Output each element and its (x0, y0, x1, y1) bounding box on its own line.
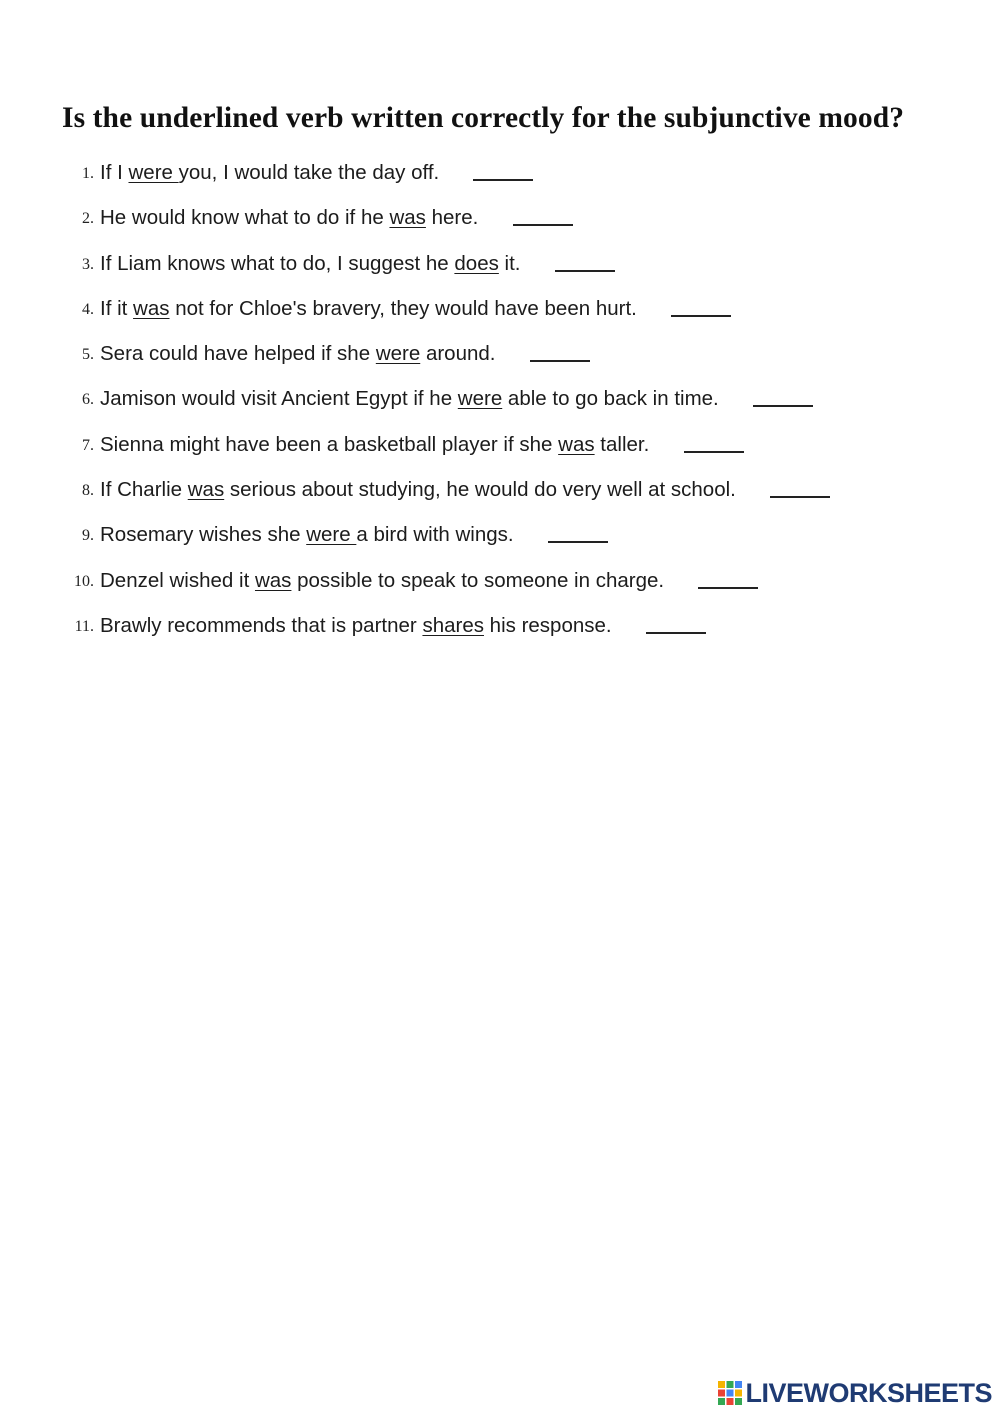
underlined-verb: was (558, 432, 595, 456)
sentence-before: Sera could have helped if she (100, 342, 376, 366)
sentence-after: able to go back in time. (502, 387, 719, 411)
underlined-verb: does (454, 251, 499, 275)
question-number: 6. (82, 391, 94, 409)
underlined-verb: was (254, 568, 292, 592)
answer-blank[interactable] (513, 206, 573, 226)
sentence-after: here. (425, 206, 479, 230)
question-number: 9. (82, 527, 94, 545)
question-item-6 (0, 381, 1000, 426)
question-text (100, 608, 706, 644)
question-number: 5. (82, 346, 94, 364)
answer-blank[interactable] (753, 387, 813, 407)
underlined-verb: were (375, 342, 421, 366)
question-text (100, 517, 608, 553)
question-item-7 (0, 427, 1000, 472)
liveworksheets-logo-icon (718, 1381, 742, 1405)
question-item-5 (0, 336, 1000, 381)
question-item-11 (0, 608, 1000, 653)
sentence-before: If Charlie (100, 478, 188, 502)
sentence-before: Jamison would visit Ancient Egypt if he (100, 387, 458, 411)
answer-blank[interactable] (548, 523, 608, 543)
question-number: 1. (82, 165, 94, 182)
answer-blank[interactable] (698, 569, 758, 589)
question-item-3 (0, 246, 1000, 291)
sentence-after: it. (498, 251, 521, 275)
question-item-2 (0, 200, 1000, 245)
sentence-before: If it (100, 296, 134, 320)
question-item-1 (0, 155, 1000, 200)
answer-blank[interactable] (646, 614, 706, 634)
sentence-before: Denzel wished it (100, 568, 255, 592)
answer-blank[interactable] (530, 342, 590, 362)
sentence-after: you, I would take the day off. (178, 161, 440, 184)
question-text (100, 563, 758, 599)
question-text (100, 472, 830, 508)
question-number: 2. (82, 210, 94, 228)
sentence-before: If I (100, 161, 129, 184)
underlined-verb: were (128, 161, 179, 184)
sentence-after: possible to speak to someone in charge. (291, 568, 665, 592)
sentence-before: If Liam knows what to do, I suggest he (100, 251, 455, 275)
question-text (100, 427, 744, 463)
answer-blank[interactable] (671, 297, 731, 317)
question-number: 3. (82, 255, 94, 273)
worksheet-title: Is the underlined verb written correctly for the subjunctive mood? (62, 102, 905, 134)
answer-blank[interactable] (684, 433, 744, 453)
question-text (100, 291, 731, 327)
question-number: 8. (82, 482, 94, 500)
question-item-4 (0, 291, 1000, 336)
question-item-9 (0, 517, 1000, 562)
answer-blank[interactable] (473, 161, 533, 181)
sentence-after: a bird with wings. (356, 523, 514, 547)
question-number: 10. (74, 572, 94, 590)
sentence-after: taller. (594, 432, 650, 456)
question-number: 11. (74, 617, 94, 635)
underlined-verb: shares (422, 613, 484, 637)
sentence-before: Rosemary wishes she (100, 523, 307, 547)
sentence-before: Brawly recommends that is partner (100, 613, 423, 637)
sentence-after: around. (420, 342, 496, 366)
sentence-after: not for Chloe's bravery, they would have been hurt. (169, 296, 637, 320)
underlined-verb: were (457, 387, 503, 411)
underlined-verb: was (187, 478, 225, 502)
answer-blank[interactable] (770, 478, 830, 498)
answer-blank[interactable] (555, 252, 615, 272)
question-text (100, 336, 590, 372)
underlined-verb: were (306, 523, 357, 547)
brand-name: LIVEWORKSHEETS (745, 1377, 992, 1408)
underlined-verb: was (133, 296, 170, 320)
sentence-before: Sienna might have been a basketball player if she (100, 432, 559, 456)
question-text (100, 246, 615, 282)
sentence-after: his response. (483, 613, 612, 637)
question-number: 7. (82, 436, 94, 454)
question-text (100, 155, 533, 191)
sentence-before: He would know what to do if he (100, 206, 390, 230)
underlined-verb: was (389, 206, 426, 230)
question-item-10 (0, 563, 1000, 608)
sentence-after: serious about studying, he would do very well at school. (224, 478, 736, 502)
question-item-8 (0, 472, 1000, 517)
liveworksheets-logo[interactable] (718, 1378, 992, 1408)
question-text (100, 200, 573, 236)
question-text (100, 381, 813, 417)
question-number: 4. (82, 300, 94, 318)
question-list (0, 155, 1000, 653)
